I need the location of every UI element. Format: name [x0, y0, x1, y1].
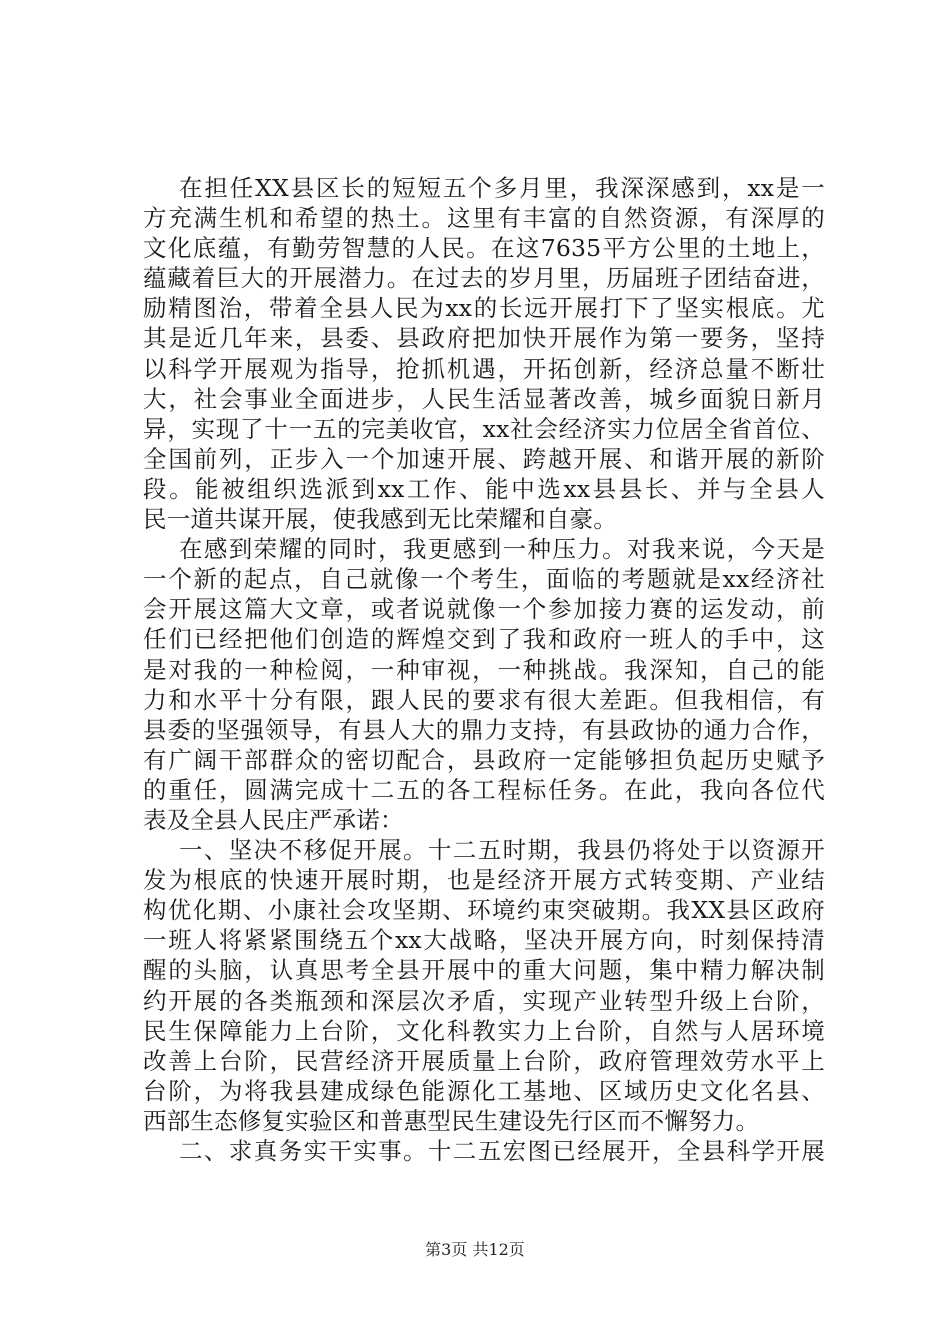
text-line: 一、坚决不移促开展。十二五时期，我县仍将处于以资源开: [179, 836, 825, 865]
text-line: 方充满生机和希望的热土。这里有丰富的自然资源，有深厚的: [143, 204, 825, 233]
text-line: 台阶，为将我县建成绿色能源化工基地、区域历史文化名县、: [143, 1076, 825, 1105]
text-line: 在感到荣耀的同时，我更感到一种压力。对我来说，今天是: [179, 535, 825, 564]
text-line: 大，社会事业全面进步，人民生活显著改善，城乡面貌日新月: [143, 384, 825, 413]
page-number-footer: 第3页 共12页: [425, 1240, 525, 1259]
text-line: 一班人将紧紧围绕五个xx大战略，坚决开展方向，时刻保持清: [143, 926, 825, 955]
text-line: 异，实现了十一五的完美收官，xx社会经济实力位居全省首位、: [143, 414, 825, 443]
text-line: 是对我的一种检阅，一种审视，一种挑战。我深知，自己的能: [143, 655, 825, 684]
text-line: 构优化期、小康社会攻坚期、环境约束突破期。我XX县区政府: [143, 896, 825, 925]
text-line: 县委的坚强领导，有县人大的鼎力支持，有县政协的通力合作，: [143, 715, 825, 744]
text-line: 发为根底的快速开展时期，也是经济开展方式转变期、产业结: [143, 866, 825, 895]
text-line: 有广阔干部群众的密切配合，县政府一定能够担负起历史赋予: [143, 745, 825, 774]
text-line: 西部生态修复实验区和普惠型民生建设先行区而不懈努力。: [143, 1106, 760, 1135]
body-text: [143, 173, 825, 1166]
text-line: 在担任XX县区长的短短五个多月里，我深深感到，xx是一: [179, 174, 825, 202]
text-line: 段。能被组织选派到xx工作、能中选xx县县长、并与全县人: [143, 474, 825, 503]
text-line: 的重任，圆满完成十二五的各工程标任务。在此，我向各位代: [143, 775, 825, 804]
text-line: 力和水平十分有限，跟人民的要求有很大差距。但我相信，有: [143, 685, 825, 714]
text-line: 二、求真务实干实事。十二五宏图已经展开，全县科学开展: [179, 1137, 825, 1165]
text-line: 表及全县人民庄严承诺：: [143, 805, 404, 834]
text-line: 任们已经把他们创造的辉煌交到了我和政府一班人的手中，这: [143, 625, 825, 654]
text-line: 其是近几年来，县委、县政府把加快开展作为第一要务，坚持: [143, 324, 825, 353]
text-line: 民生保障能力上台阶，文化科教实力上台阶，自然与人居环境: [143, 1016, 825, 1045]
text-line: 会开展这篇大文章，或者说就像一个参加接力赛的运发动，前: [143, 595, 825, 624]
text-line: 励精图治，带着全县人民为xx的长远开展打下了坚实根底。尤: [143, 294, 825, 323]
text-line: 全国前列，正步入一个加速开展、跨越开展、和谐开展的新阶: [143, 444, 825, 473]
text-line: 一个新的起点，自己就像一个考生，面临的考题就是xx经济社: [143, 565, 825, 594]
text-line: 醒的头脑，认真思考全县开展中的重大问题，集中精力解决制: [143, 956, 825, 985]
text-line: 民一道共谋开展，使我感到无比荣耀和自豪。: [143, 505, 617, 534]
text-line: 约开展的各类瓶颈和深层次矛盾，实现产业转型升级上台阶，: [143, 986, 825, 1015]
text-line: 以科学开展观为指导，抢抓机遇，开拓创新，经济总量不断壮: [143, 354, 825, 383]
text-line: 蕴藏着巨大的开展潜力。在过去的岁月里，历届班子团结奋进，: [143, 264, 825, 293]
text-line: 改善上台阶，民营经济开展质量上台阶，政府管理效劳水平上: [143, 1046, 825, 1075]
text-line: 文化底蕴，有勤劳智慧的人民。在这7635平方公里的土地上，: [143, 234, 825, 263]
